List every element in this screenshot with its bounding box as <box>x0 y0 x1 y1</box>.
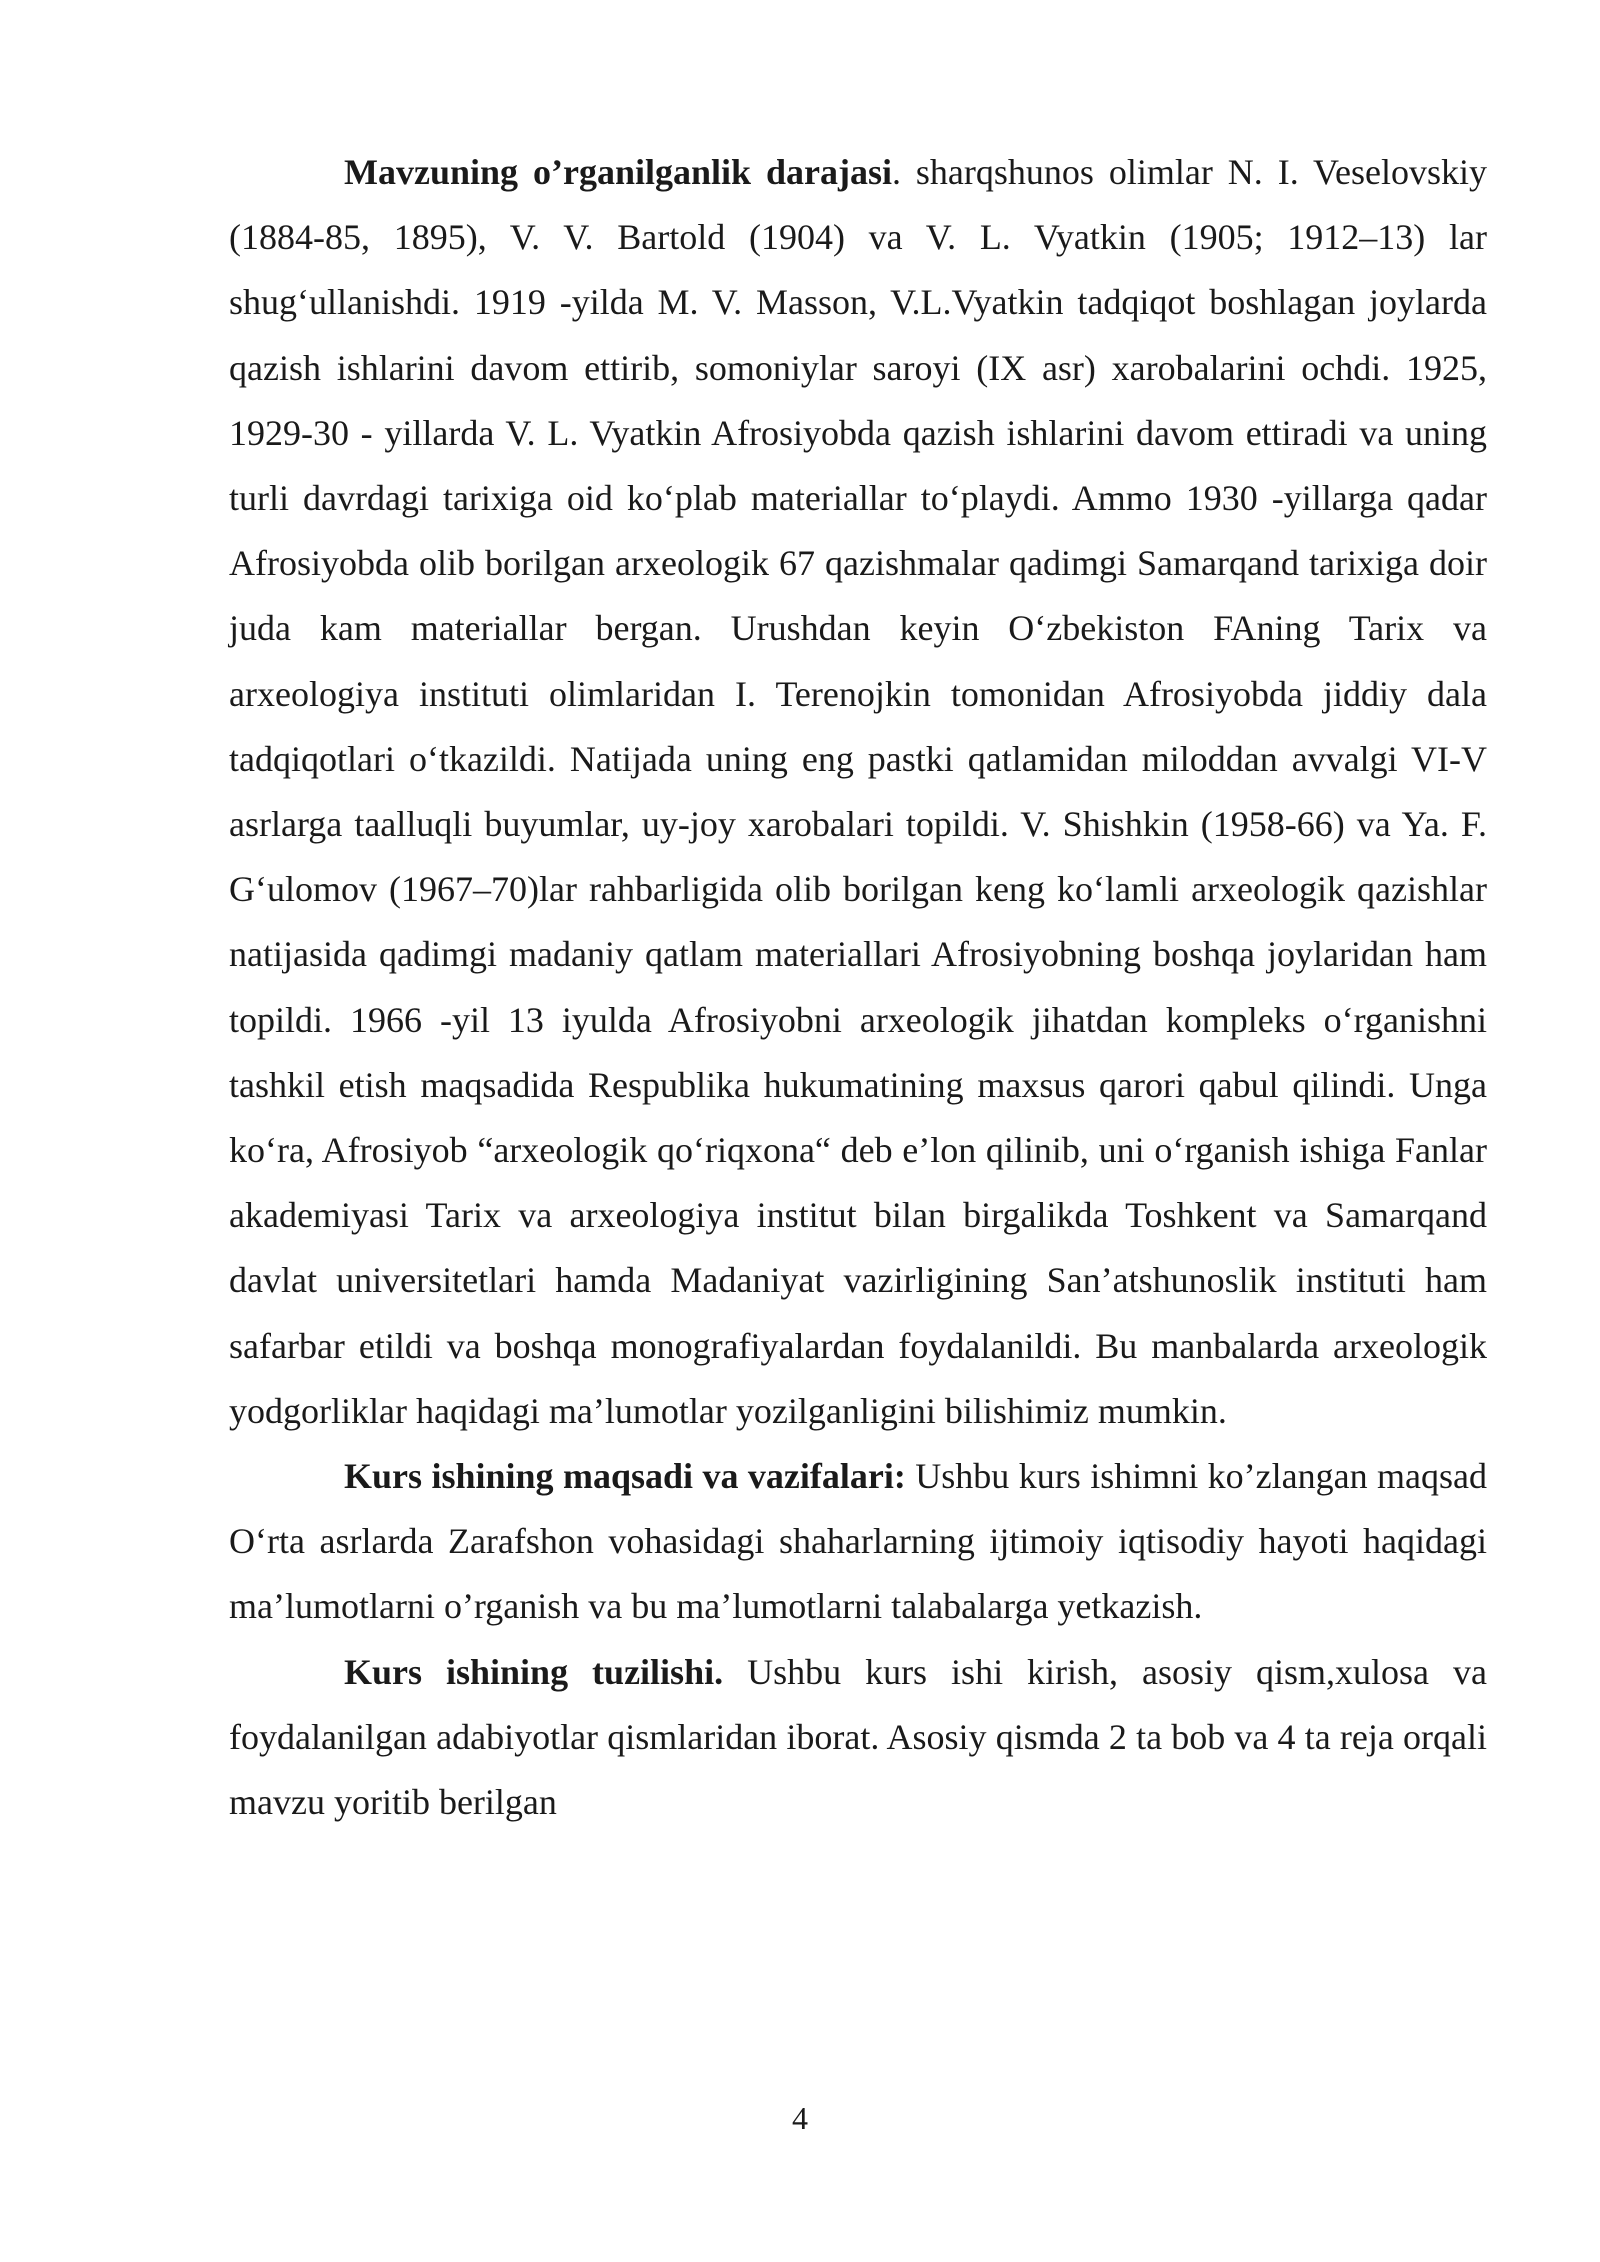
paragraph-heading: Mavzuning o’rganilganlik darajasi <box>344 152 892 192</box>
paragraph-body: Ushbu kurs ishi kirish, asosiy qism,xulosa va foydalanilgan adabiyotlar qismlaridan iborat. Asosiy qismda 2 ta bob va 4 ta reja orqali mavzu yoritib berilgan <box>229 1651 1487 1823</box>
paragraph-research-extent <box>229 140 1487 1444</box>
paragraph-aims-and-tasks <box>229 1444 1487 1640</box>
paragraph-body: Ushbu kurs ishimni ko’zlangan maqsad O‘rta asrlarda Zarafshon vohasidagi shaharlarning ijtimoiy iqtisodiy hayoti haqidagi ma’lumotlarni o’rganish va bu ma’lumotlarni talabalarga yetkazish. <box>229 1456 1487 1627</box>
paragraph-structure <box>229 1640 1487 1836</box>
paragraph-heading: Kurs ishining maqsadi va vazifalari: <box>344 1456 906 1497</box>
page-number: 4 <box>792 2100 808 2136</box>
body-text <box>229 140 1487 1835</box>
paragraph-body: . sharqshunos olimlar N. I. Veselovskiy (1884-85, 1895), V. V. Bartold (1904) va V. L. Vyatkin (1905; 1912–13) lar shug‘ullanishdi. 1919 -yilda M. V. Masson, V.L.Vyatkin tadqiqot boshlagan joylarda qazish ishlarini davom ettirib, somoniylar saroyi (IX asr) xarobalarini ochdi. 1925, 1929-30 - yillarda V. L. Vyatkin Afrosiyobda qazish ishlarini davom ettiradi va uning turli davrdagi tarixiga oid ko‘plab materiallar to‘playdi. Ammo 1930 -yillarga qadar Afrosiyobda olib borilgan arxeologik 67 qazishmalar qadimgi Samarqand tarixiga doir juda kam materiallar bergan. Urushdan keyin O‘zbekiston FAning Tarix va arxeologiya instituti olimlaridan I. Terenojkin tomonidan Afrosiyobda jiddiy dala tadqiqotlari o‘tkazildi. Natijada uning eng pastki qatlamidan miloddan avvalgi VI-V asrlarga taalluqli buyumlar, uy-joy xarobalari topildi. V. Shishkin (1958-66) va Ya. F. G‘ulomov (1967–70)lar rahbarligida olib borilgan keng ko‘lamli arxeologik qazishlar natijasida qadimgi madaniy qatlam materiallari Afrosiyobning boshqa joylaridan ham topildi. 1966 -yil 13 iyulda Afrosiyobni arxeologik jihatdan kompleks o‘rganishni tashkil etish maqsadida Respublika hukumatining maxsus qarori qabul qilindi. Unga ko‘ra, Afrosiyob “arxeologik qo‘riqxona“ deb e’lon qilinib, uni o‘rganish ishiga Fanlar akademiyasi Tarix va arxeologiya institut bilan birgalikda Toshkent va Samarqand davlat universitetlari hamda Madaniyat vazirligining San’atshunoslik instituti ham safarbar etildi va boshqa monografiyalardan foydalanildi. Bu manbalarda arxeologik yodgorliklar haqidagi ma’lumotlar yozilganligini bilishimiz mumkin. <box>229 152 1488 1431</box>
paragraph-heading: Kurs ishining tuzilishi. <box>344 1651 724 1692</box>
